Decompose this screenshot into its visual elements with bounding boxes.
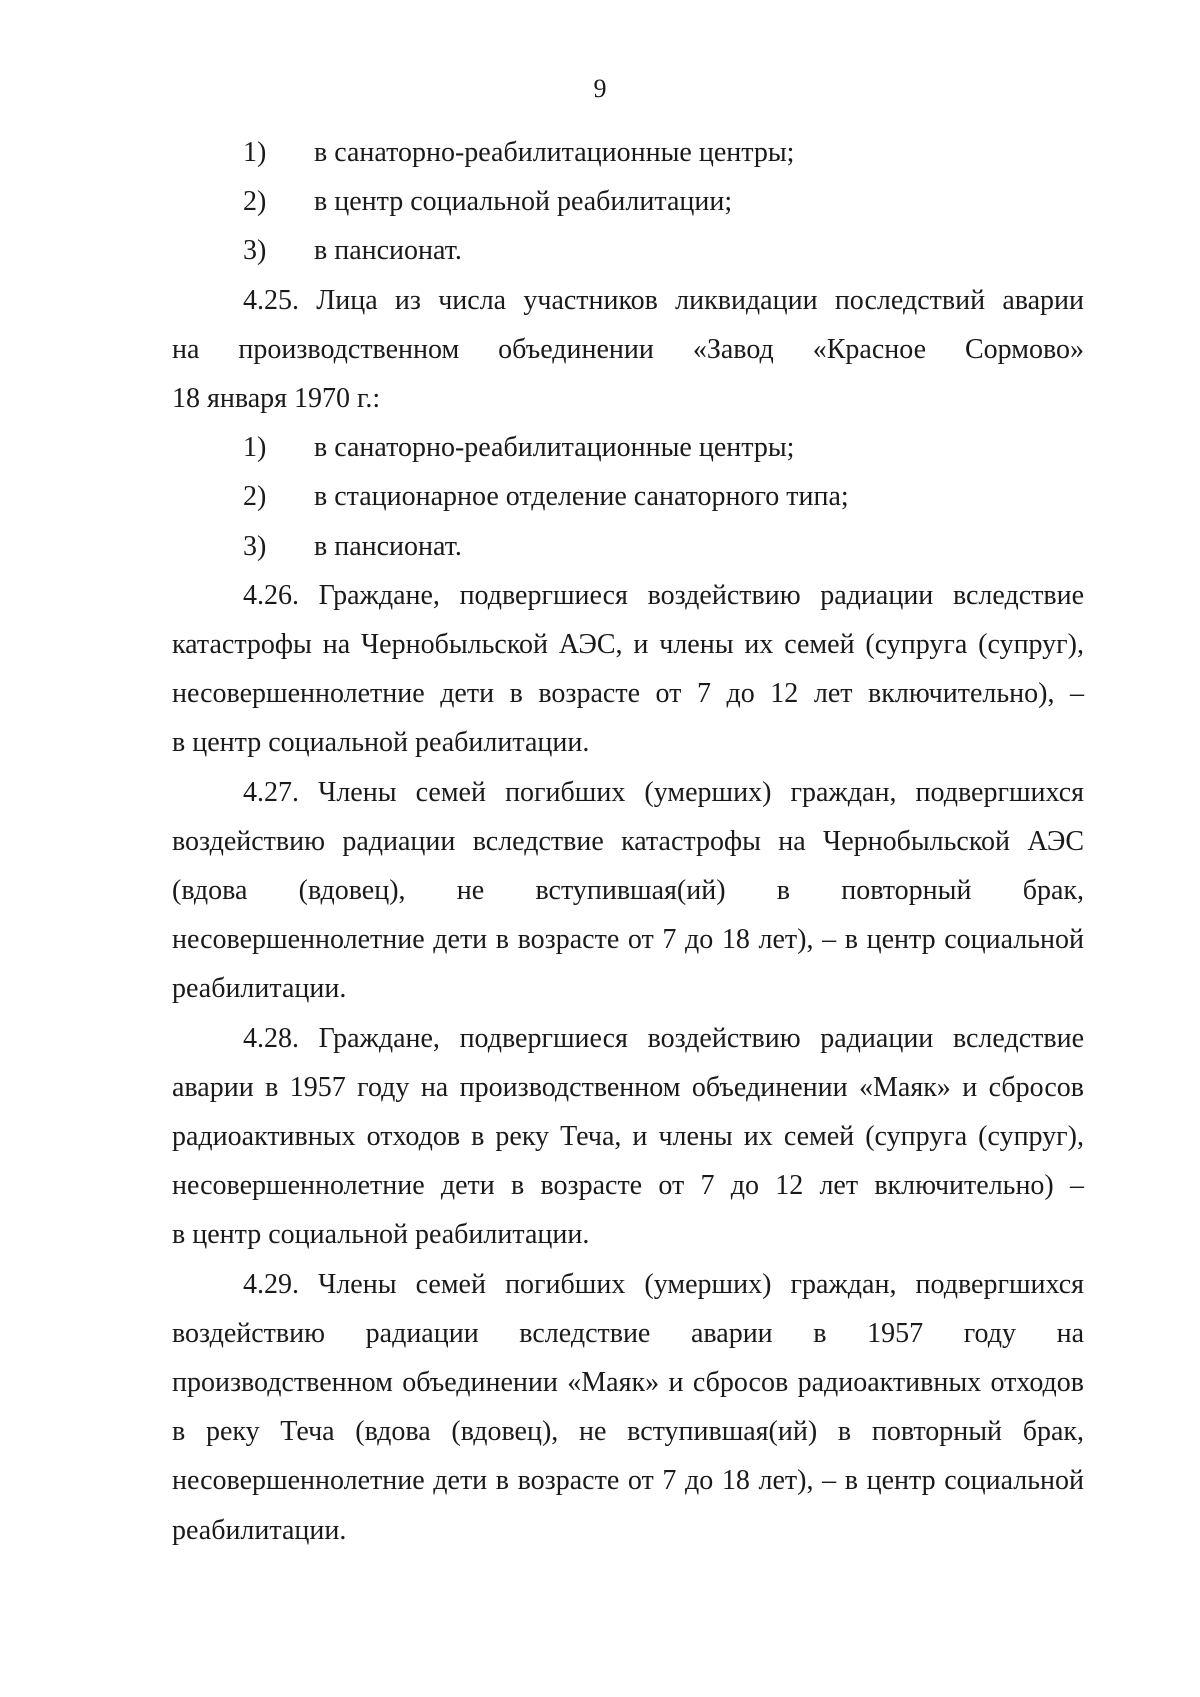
- list-item-number: 1): [243, 137, 267, 168]
- paragraph-line: реабилитации.: [172, 973, 347, 1005]
- list-item: [172, 472, 1084, 521]
- list-item-text: в санаторно-реабилитационные центры;: [314, 432, 795, 464]
- paragraph-line: воздействию радиации вследствие катастрофы на Чернобыльской АЭС: [172, 825, 1084, 857]
- list-item: [172, 177, 1084, 226]
- document-body: [172, 128, 1084, 1555]
- paragraph-line: катастрофы на Чернобыльской АЭС, и члены их семей (супруга (супруг),: [172, 629, 1084, 661]
- paragraph-line: несовершеннолетние дети в возрасте от 7 до 18 лет), – в центр социальной: [172, 924, 1084, 956]
- list-item-text: в пансионат.: [314, 530, 462, 562]
- paragraph-line: 4.29. Члены семей погибших (умерших) граждан, подвергшихся: [243, 1268, 1084, 1300]
- paragraph-line: 4.26. Граждане, подвергшиеся воздействию радиации вследствие: [243, 579, 1084, 611]
- paragraph-line: реабилитации.: [172, 1514, 347, 1546]
- list-facilities-b: [172, 423, 1084, 571]
- page-number: 9: [593, 74, 607, 103]
- list-facilities-a: [172, 128, 1084, 276]
- list-item-text: в санаторно-реабилитационные центры;: [314, 137, 795, 168]
- paragraph-line: 4.28. Граждане, подвергшиеся воздействию радиации вследствие: [243, 1022, 1084, 1054]
- paragraph-4-26: [172, 571, 1084, 768]
- paragraph-line: воздействию радиации вследствие аварии в 1957 году на: [172, 1317, 1084, 1349]
- list-item: [172, 226, 1084, 275]
- paragraph-line: в реку Теча (вдова (вдовец), не вступившая(ий) в повторный брак,: [172, 1416, 1084, 1448]
- list-item-text: в пансионат.: [314, 235, 462, 267]
- list-item-number: 3): [243, 530, 267, 562]
- paragraph-line: в центр социальной реабилитации.: [172, 727, 590, 759]
- list-item: [172, 423, 1084, 472]
- paragraph-4-29: [172, 1260, 1084, 1555]
- paragraph-line: 4.25. Лица из числа участников ликвидации последствий аварии: [243, 284, 1084, 316]
- paragraph-line: производственном объединении «Маяк» и сбросов радиоактивных отходов: [172, 1367, 1084, 1399]
- paragraph-line: (вдова (вдовец), не вступившая(ий) в повторный брак,: [172, 875, 1084, 907]
- paragraph-line: несовершеннолетние дети в возрасте от 7 до 18 лет), – в центр социальной: [172, 1465, 1084, 1497]
- paragraph-line: 4.27. Члены семей погибших (умерших) граждан, подвергшихся: [243, 776, 1084, 808]
- paragraph-line: 18 января 1970 г.:: [172, 383, 381, 415]
- paragraph-line: в центр социальной реабилитации.: [172, 1219, 590, 1251]
- list-item: [172, 128, 1084, 177]
- list-item-number: 2): [243, 481, 267, 513]
- list-item-number: 1): [243, 432, 267, 464]
- paragraph-4-27: [172, 768, 1084, 1014]
- paragraph-line: несовершеннолетние дети в возрасте от 7 до 12 лет включительно), –: [172, 678, 1084, 710]
- list-item-number: 2): [243, 186, 267, 218]
- list-item-text: в центр социальной реабилитации;: [314, 186, 733, 218]
- list-item-number: 3): [243, 235, 267, 267]
- paragraph-line: аварии в 1957 году на производственном объединении «Маяк» и сбросов: [172, 1071, 1084, 1103]
- paragraph-4-28: [172, 1014, 1084, 1260]
- paragraph-line: несовершеннолетние дети в возрасте от 7 до 12 лет включительно) –: [172, 1170, 1084, 1202]
- paragraph-line: радиоактивных отходов в реку Теча, и члены их семей (супруга (супруг),: [172, 1121, 1084, 1153]
- list-item-text: в стационарное отделение санаторного типа;: [314, 481, 849, 513]
- list-item: [172, 522, 1084, 571]
- paragraph-4-25: [172, 276, 1084, 424]
- paragraph-line: на производственном объединении «Завод «Красное Сормово»: [172, 333, 1084, 365]
